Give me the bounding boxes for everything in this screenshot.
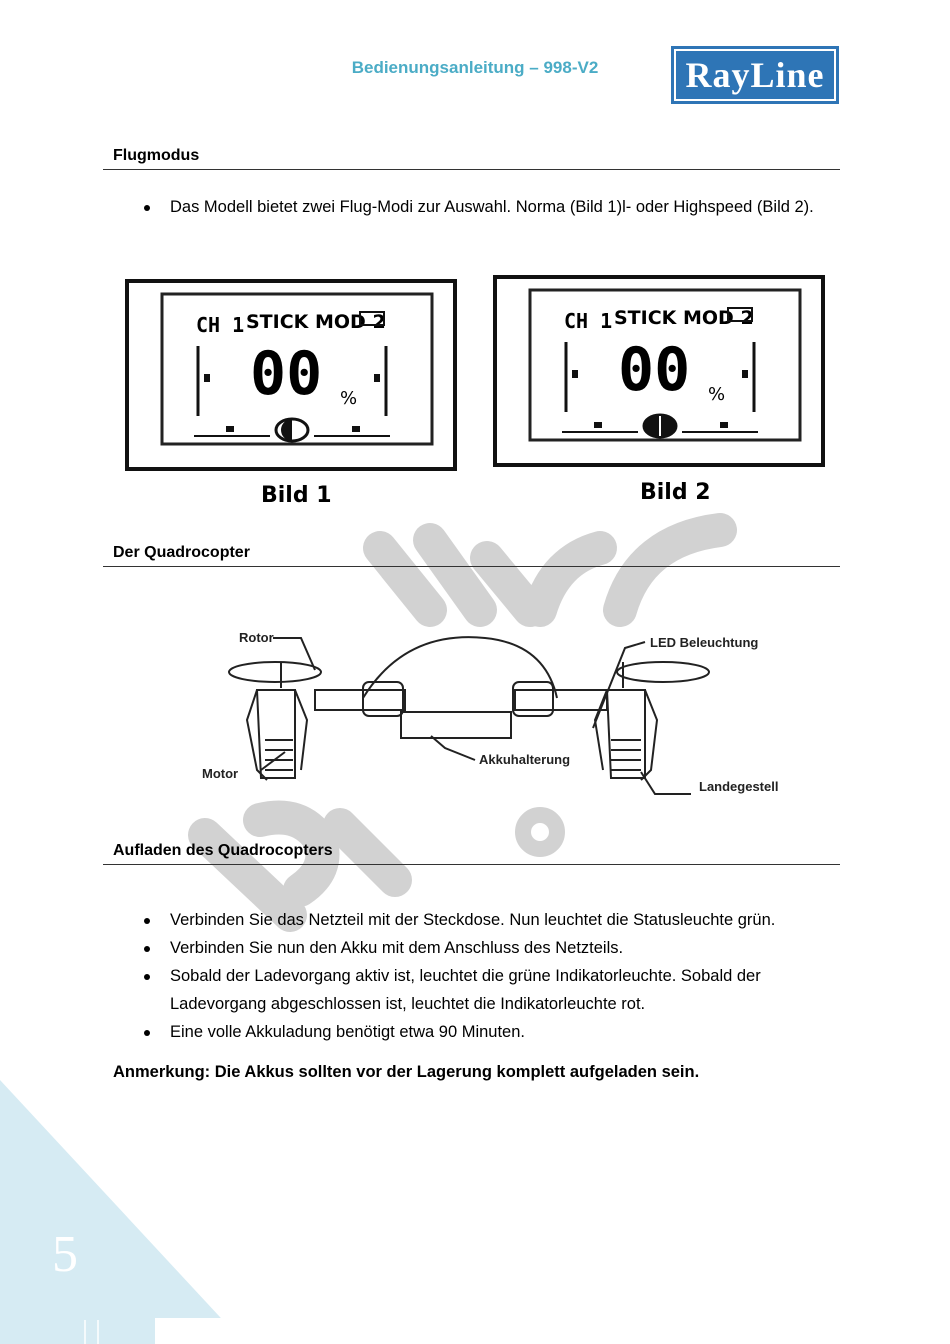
lcd-unit: % <box>708 384 726 405</box>
label-rotor: Rotor <box>239 630 274 645</box>
lcd-channel: CH 1 <box>564 309 613 333</box>
caption-bild-2: Bild 2 <box>640 480 711 505</box>
rayline-logo <box>671 46 839 104</box>
lcd-mode: STICK MOD 2 <box>246 311 386 333</box>
list-item: Verbinden Sie nun den Akku mit dem Anschluss des Netzteils. <box>140 934 840 962</box>
list-item: Das Modell bietet zwei Flug-Modi zur Auswahl. Norma (Bild 1)l- oder Highspeed (Bild 2). <box>140 193 840 221</box>
corner-decoration <box>0 1080 260 1344</box>
document-title: Bedienungsanleitung – 998-V2 <box>351 58 599 77</box>
label-akkuhalterung: Akkuhalterung <box>479 752 571 767</box>
list-item: Eine volle Akkuladung benötigt etwa 90 Minuten. <box>140 1018 840 1046</box>
label-motor: Motor <box>202 766 239 781</box>
caption-bild-1: Bild 1 <box>261 483 332 508</box>
list-item: Sobald der Ladevorgang aktiv ist, leuchtet die grüne Indikatorleuchte. Sobald der Ladevorgang abgeschlossen ist, leuchtet die Indikatorleuchte rot. <box>140 962 840 1018</box>
label-led: LED Beleuchtung <box>650 635 759 650</box>
page-number: 5 <box>52 1226 78 1283</box>
lcd-screen-2 <box>490 272 830 472</box>
label-landegestell: Landegestell <box>699 779 779 794</box>
flugmodus-list <box>140 193 840 221</box>
heading-aufladen: Aufladen des Quadrocopters <box>103 841 840 865</box>
lcd-value: 00 <box>618 335 691 405</box>
aufladen-list <box>140 906 840 1046</box>
list-item: Verbinden Sie das Netzteil mit der Steckdose. Nun leuchtet die Statusleuchte grün. <box>140 906 840 934</box>
lcd-channel: CH 1 <box>196 313 245 337</box>
note: Anmerkung: Die Akkus sollten vor der Lagerung komplett aufgeladen sein. <box>113 1063 700 1081</box>
logo-text: RayLine <box>674 49 836 101</box>
heading-quadrocopter: Der Quadrocopter <box>103 543 840 567</box>
heading-flugmodus: Flugmodus <box>103 146 840 170</box>
lcd-unit: % <box>340 388 358 409</box>
lcd-mode: STICK MOD 2 <box>614 307 754 329</box>
lcd-screen-1 <box>122 276 462 476</box>
lcd-value: 00 <box>250 339 323 409</box>
